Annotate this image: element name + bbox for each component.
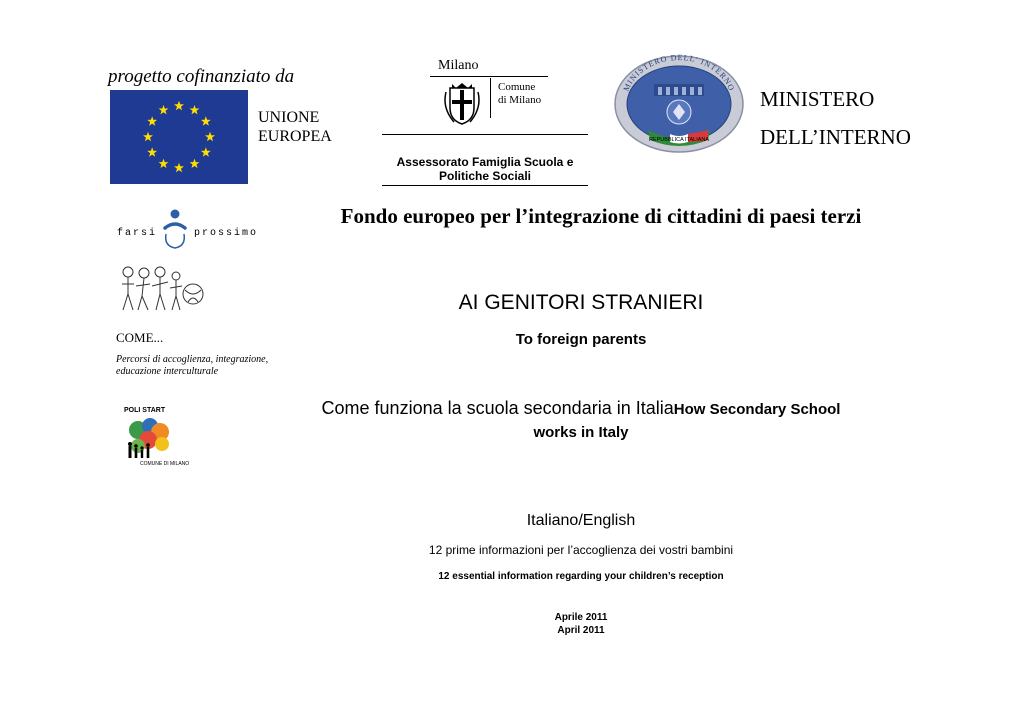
children-drawing-icon [118, 264, 204, 314]
heading-en: To foreign parents [515, 331, 647, 348]
eu-flag-icon [110, 90, 248, 184]
info-it: 12 prime informazioni per l’accoglienza dei vostri bambini [428, 543, 734, 557]
assessorato-top-rule [382, 134, 588, 135]
poli-start-label: POLI START [124, 407, 166, 414]
subtitle-block [260, 396, 902, 422]
ministero-line2: DELL’INTERNO [760, 125, 911, 149]
date-en: April 2011 [557, 625, 605, 636]
ministero-label [760, 80, 911, 156]
date-it: Aprile 2011 [554, 612, 608, 623]
assessorato-line1: Assessorato Famiglia Scuola e [396, 155, 574, 169]
assessorato-line2: Politiche Sociali [438, 169, 532, 183]
subtitle-it: Come funziona la scuola secondaria in Italia [321, 398, 674, 418]
farsi-label: farsi [117, 228, 158, 239]
poli-start-comune-label: COMUNE DI MILANO [140, 461, 190, 467]
seal-ribbon-text: REPUBBLICA ITALIANA [648, 137, 710, 143]
milano-divider [490, 78, 491, 118]
comune-line2: di Milano [498, 94, 542, 106]
heading-it: AI GENITORI STRANIERI [458, 291, 704, 314]
milano-rule [430, 76, 548, 77]
assessorato-bottom-rule [382, 185, 588, 186]
come-sub1: Percorsi di accoglienza, integrazione, [116, 354, 269, 365]
subtitle-en-part1: How Secondary School [673, 401, 841, 418]
eu-label-line1: UNIONE [258, 109, 320, 126]
fund-title: Fondo europeo per l’integrazione di cittadini di paesi terzi [340, 204, 862, 228]
milano-title: Milano [438, 58, 479, 73]
comune-line1: Comune [498, 81, 536, 93]
milano-crest-icon [442, 82, 482, 126]
prossimo-label: prossimo [194, 228, 259, 239]
subtitle-en-part2: works in Italy [533, 424, 629, 441]
ministero-seal-icon [612, 54, 746, 154]
poli-start-logo-icon [122, 414, 180, 468]
come-sub2: educazione interculturale [116, 366, 219, 377]
languages-label: Italiano/English [526, 512, 636, 529]
seal-top-text: MINISTERO DELL' INTERNO [621, 54, 737, 93]
come-subtitle [116, 354, 268, 378]
date-block [481, 611, 681, 637]
comune-label [498, 81, 541, 107]
farsi-prossimo-figure-icon [160, 206, 190, 252]
cofinanced-label: progetto cofinanziato da [108, 66, 295, 87]
ministero-line1: MINISTERO [760, 87, 875, 111]
eu-label [258, 108, 332, 146]
come-title: COME... [116, 330, 164, 345]
assessorato-label [382, 155, 588, 183]
info-en: 12 essential information regarding your children’s reception [438, 571, 724, 582]
eu-label-line2: EUROPEA [258, 128, 332, 145]
